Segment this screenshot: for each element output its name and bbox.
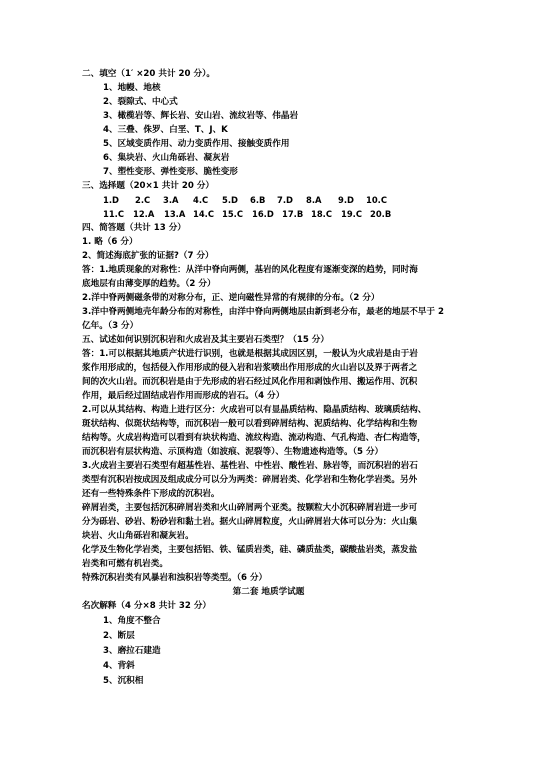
choice-answers-row-2 (0, 209, 537, 221)
answer-line: 而沉积岩有层状构造、示顶构造（如波痕、泥裂等）、生物遗迹构造等。（5 分） (82, 447, 384, 457)
choice-answer: 10.C (366, 195, 387, 205)
exam-set-title: 第二套 地质学试题 (232, 587, 305, 597)
answer-line: 3.火成岩主要岩石类型有超基性岩、基性岩、中性岩、酸性岩、脉岩等，而沉积岩的岩石 (82, 461, 418, 471)
answer-line: 6、集块岩、火山角砾岩、凝灰岩 (103, 153, 230, 163)
definition-item: 5、沉积相 (103, 676, 144, 686)
answer-line: 浆作用形成的，包括侵入作用形成的侵入岩和岩浆喷出作用形成的火山岩以及界于两者之 (82, 363, 418, 373)
answer-line: 作用，最后经过固结成岩作用而形成的岩石。（4 分） (82, 391, 285, 401)
choice-answer: 13.A (164, 209, 186, 219)
answer-line: 3.洋中脊两侧地壳年龄分布的对称性，由洋中脊向两侧地层由新到老分布，最老的地层不早于 2 (82, 307, 444, 317)
choice-answer: 7.D (277, 195, 293, 205)
answer-line: 分为砾岩、砂岩、粉砂岩和黏土岩。据火山碎屑粒度，火山碎屑岩大体可以分为：火山集 (82, 517, 418, 527)
answer-line: 答：1.地质现象的对称性：从洋中脊向两侧，基岩的风化程度有逐渐变深的趋势，同时海 (82, 265, 418, 275)
answer-line: 特殊沉积岩类有风暴岩和浊积岩等类型。（6 分） (82, 573, 268, 583)
answer-line: 2.可以从其结构、构造上进行区分：火成岩可以有显晶质结构、隐晶质结构、玻璃质结构、 (82, 405, 427, 415)
section-heading-essay: 五、试述如何识别沉积岩和火成岩及其主要岩石类型？（15 分） (82, 335, 329, 345)
choice-answer: 16.D (252, 209, 274, 219)
choice-answer: 15.C (222, 209, 243, 219)
answer-line: 岩类和可燃有机岩类。 (82, 559, 168, 569)
answer-line: 块岩、火山角砾岩和凝灰岩。 (82, 531, 194, 541)
definition-item: 4、背斜 (103, 661, 135, 671)
answer-line: 碎屑岩类，主要包括沉积碎屑岩类和火山碎屑两个亚类。按颗粒大小沉积碎屑岩进一步可 (82, 503, 418, 513)
answer-line: 1、地幔、地核 (103, 83, 161, 93)
choice-answer: 20.B (370, 209, 392, 219)
answer-line: 3、橄榄岩等、辉长岩、安山岩、流纹岩等、伟晶岩 (103, 111, 299, 121)
choice-answer: 17.B (282, 209, 304, 219)
definition-item: 3、磨拉石建造 (103, 646, 161, 656)
choice-answer: 3.A (163, 195, 179, 205)
answer-line: 斑状结构、似斑状结构等，而沉积岩一般可以看到碎屑结构、泥质结构、化学结构和生物 (82, 419, 418, 429)
section-heading-multiple-choice: 三、选择题（20×1 共计 20 分） (82, 181, 215, 191)
answer-line: 间的次火山岩。而沉积岩是由于先形成的岩石经过风化作用和剥蚀作用、搬运作用、沉积 (82, 377, 418, 387)
choice-answer: 5.D (222, 195, 238, 205)
choice-answer: 4.C (193, 195, 209, 205)
question-line: 2、简述海底扩张的证据?（7 分） (82, 251, 214, 261)
choice-answer: 11.C (103, 209, 124, 219)
answer-line: 7、塑性变形、弹性变形、脆性变形 (103, 167, 238, 177)
answer-line: 底地层有由薄变厚的趋势。（2 分） (82, 279, 216, 289)
answer-line: 答：1.可以根据其地质产状进行识别，也就是根据其成因区别，一般认为火成岩是由于岩 (82, 349, 418, 359)
definition-item: 2、断层 (103, 631, 135, 641)
answer-line: 类型有沉积岩按成因及组成成分可以分为两类：碎屑岩类、化学岩和生物化学岩类。另外 (82, 475, 418, 485)
choice-answer: 1.D (103, 195, 119, 205)
answer-line: 2.洋中脊两侧磁条带的对称分布，正、逆向磁性异常的有规律的分布。（2 分） (82, 293, 380, 303)
choice-answer: 14.C (193, 209, 214, 219)
answer-line: 5、区域变质作用、动力变质作用、接触变质作用 (103, 139, 290, 149)
answer-line: 结构等。火成岩构造可以看到有块状构造、流纹构造、流动构造、气孔构造、杏仁构造等， (82, 433, 426, 443)
choice-answer: 6.B (250, 195, 266, 205)
choice-answer: 8.A (306, 195, 322, 205)
answer-line: 还有一些特殊条件下形成的沉积岩。 (82, 489, 220, 499)
answer-line: 亿年。（3 分） (82, 321, 139, 331)
choice-answer: 19.C (341, 209, 362, 219)
answer-line: 1. 略（6 分） (82, 237, 138, 247)
choice-answer: 9.D (338, 195, 354, 205)
answer-line: 化学及生物化学岩类，主要包括铝、铁、锰质岩类，硅、磷质盐类，碳酸盐岩类，蒸发盐 (82, 545, 418, 555)
section-heading-definitions: 名次解释（4 分×8 共计 32 分） (82, 601, 212, 611)
choice-answers-row-1 (0, 195, 537, 207)
section-heading-fill-blank: 二、填空（1′ ×20 共计 20 分）。 (82, 69, 215, 79)
answer-line: 2、裂隙式、中心式 (103, 97, 178, 107)
choice-answer: 2.C (135, 195, 151, 205)
choice-answer: 12.A (133, 209, 155, 219)
choice-answer: 18.C (311, 209, 332, 219)
answer-line: 4、三叠、侏罗、白垩、T、J、K (103, 125, 228, 135)
section-heading-short-answer: 四、简答题（共计 13 分） (82, 223, 186, 233)
definition-item: 1、角度不整合 (103, 616, 161, 626)
